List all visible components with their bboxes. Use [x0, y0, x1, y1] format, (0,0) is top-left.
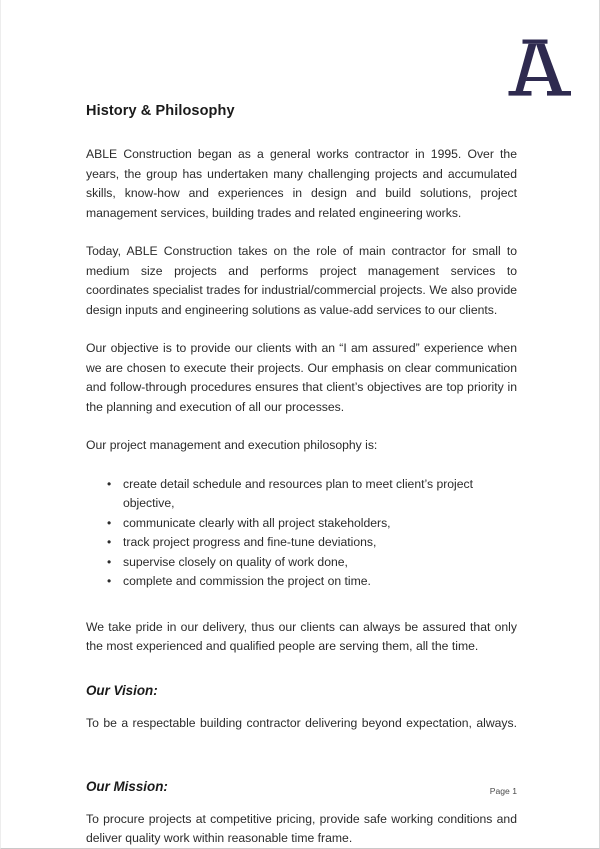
philosophy-list [86, 475, 517, 592]
list-item-label: supervise closely on quality of work done, [123, 554, 348, 569]
list-item-label: create detail schedule and resources plan to meet client’s project objective, [123, 476, 474, 510]
page-footer [86, 786, 517, 796]
page-number-label: Page 1 [489, 786, 517, 796]
paragraph-mission: To procure projects at competitive pricing, provide safe working conditions and deliver quality work within reasonable time frame. [86, 811, 517, 845]
section-heading-mission: Our Mission: [86, 778, 168, 794]
bullet-icon: • [107, 554, 112, 569]
bullet-icon: • [107, 535, 112, 549]
page-title: History & Philosophy [86, 103, 235, 119]
bullet-icon: • [107, 574, 112, 588]
document-body [86, 0, 517, 849]
paragraph-pride: We take pride in our delivery, thus our clients can always be assured that only the most experienced and qualified people are serving them, all the time. [86, 619, 517, 653]
list-item-label: track project progress and fine-tune deviations, [123, 535, 377, 549]
list-item [86, 533, 517, 553]
paragraph-philosophy-intro: Our project management and execution philosophy is: [86, 438, 378, 452]
list-item-label: complete and commission the project on time. [123, 574, 371, 588]
section-heading-vision: Our Vision: [86, 682, 158, 698]
paragraph-history: ABLE Construction began as a general works contractor in 1995. Over the years, the group has undertaken many challenging projects and accumulated skills, know-how and experiences in design and build solutions, project management services, building trades and related engineering works. [86, 147, 517, 220]
list-item [86, 475, 517, 514]
paragraph-vision: To be a respectable building contractor delivering beyond expectation, always. [86, 715, 517, 730]
paragraph-objective: Our objective is to provide our clients with an “I am assured” experience when we are chosen to execute their projects. Our emphasis on clear communication and follow-through procedures ensures that client’s objectives are top priority in the planning and execution of all our processes. [86, 341, 517, 414]
list-item-label: communicate clearly with all project stakeholders, [123, 515, 391, 530]
paragraph-today: Today, ABLE Construction takes on the role of main contractor for small to medium size projects and performs project management services to coordinates specialist trades for industrial/commercial projects. We also provide design inputs and engineering solutions as value-add services to our clients. [86, 244, 517, 317]
list-item [86, 572, 517, 592]
bullet-icon: • [107, 515, 112, 530]
list-item [86, 553, 517, 573]
bullet-icon: • [107, 476, 112, 491]
list-item [86, 514, 517, 534]
